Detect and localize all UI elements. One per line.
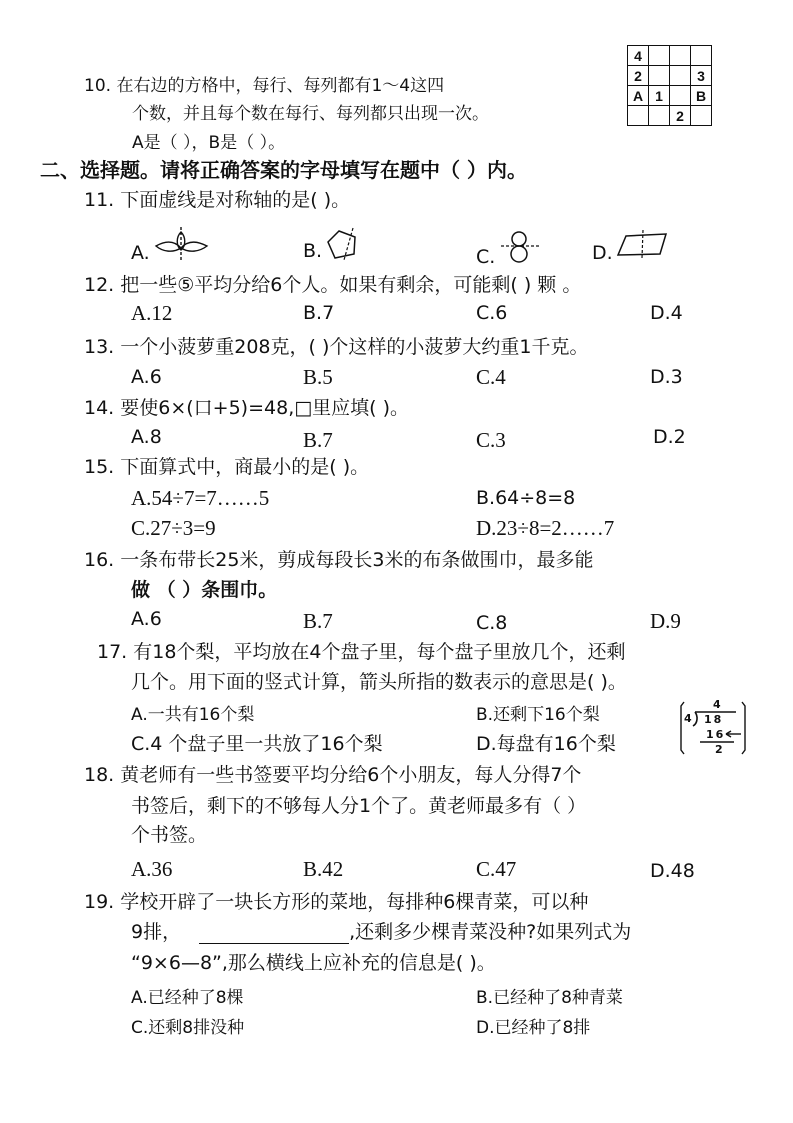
q18-option-a: A.36 xyxy=(131,857,173,881)
grid-cell: 4 xyxy=(628,46,649,66)
grid-cell xyxy=(670,66,691,86)
division-divisor: 4 xyxy=(684,712,692,725)
q10-line2: 个数，并且每个数在每行、每列都只出现一次。 xyxy=(132,104,489,124)
q13-option-d: D.3 xyxy=(650,366,683,388)
leaf-shape-icon xyxy=(150,226,212,262)
q13-option-a: A.6 xyxy=(131,366,162,388)
number-grid xyxy=(627,45,712,126)
q14-stem: 14. 要使6×(口+5)=48,□里应填( )。 xyxy=(84,397,410,419)
grid-cell xyxy=(691,106,712,126)
q17-stem: 17. 有18个梨，平均放在4个盘子里，每个盘子里放几个，还剩 xyxy=(97,641,626,663)
q19-fill-blank xyxy=(199,925,349,944)
q18-stem: 18. 黄老师有一些书签要平均分给6个小朋友，每人分得7个 xyxy=(84,764,582,786)
q10-line1: 10. 在右边的方格中，每行、每列都有1～4这四 xyxy=(84,76,445,96)
q17-option-c: C.4 个盘子里一共放了16个梨 xyxy=(131,733,383,755)
q14-option-b: B.7 xyxy=(303,428,333,452)
grid-cell: 3 xyxy=(691,66,712,86)
q16-stem: 16. 一条布带长25米，剪成每段长3米的布条做围巾，最多能 xyxy=(84,549,594,571)
q17-option-a: A.一共有16个梨 xyxy=(131,705,255,725)
grid-cell xyxy=(649,106,670,126)
grid-cell xyxy=(670,46,691,66)
q12-option-c: C.6 xyxy=(476,302,508,324)
q15-option-c: C.27÷3=9 xyxy=(131,516,216,540)
grid-cell: 2 xyxy=(628,66,649,86)
q14-option-a: A.8 xyxy=(131,426,162,448)
division-quotient: 4 xyxy=(713,698,721,711)
q15-stem: 15. 下面算式中，商最小的是( )。 xyxy=(84,456,370,478)
q17-option-d: D.每盘有16个梨 xyxy=(476,733,616,755)
grid-cell xyxy=(670,86,691,106)
q18-option-b: B.42 xyxy=(303,857,344,881)
q16-option-b: B.7 xyxy=(303,609,333,633)
parallelogram-shape-icon xyxy=(612,227,670,261)
pentagon-shape-icon xyxy=(322,226,366,262)
q16-stem-line2: 做 （ ）条围巾。 xyxy=(131,579,278,601)
q13-option-c: C.4 xyxy=(476,365,506,389)
grid-cell: 1 xyxy=(649,86,670,106)
q12-option-b: B.7 xyxy=(303,302,335,324)
q19-stem: 19. 学校开辟了一块长方形的菜地，每排种6棵青菜，可以种 xyxy=(84,891,589,913)
q16-option-c: C.8 xyxy=(476,612,508,634)
grid-cell xyxy=(691,46,712,66)
q11-option-c: C. xyxy=(476,246,496,268)
q16-option-a: A.6 xyxy=(131,608,162,630)
q18-stem-line2: 书签后，剩下的不够每人分1个了。黄老师最多有（ ） xyxy=(131,795,587,817)
grid-cell: B xyxy=(691,86,712,106)
q12-option-d: D.4 xyxy=(650,302,683,324)
grid-cell xyxy=(649,66,670,86)
q11-option-a: A. xyxy=(131,242,150,264)
q16-option-d: D.9 xyxy=(650,609,681,633)
q18-stem-line3: 个书签。 xyxy=(131,824,208,846)
grid-cell: A xyxy=(628,86,649,106)
q12-stem: 12. 把一些⑤平均分给6个人。如果有剩余，可能剩( ) 颗 。 xyxy=(84,274,582,296)
q19-option-a: A.已经种了8棵 xyxy=(131,988,244,1008)
q14-option-d: D.2 xyxy=(653,426,686,448)
q11-option-b: B. xyxy=(303,240,323,262)
q19-stem-line2 xyxy=(131,920,631,944)
division-product: 16 xyxy=(706,728,726,741)
q13-stem: 13. 一个小菠萝重208克，( )个这样的小菠萝大约重1千克。 xyxy=(84,336,589,358)
q19-option-c: C.还剩8排没种 xyxy=(131,1018,245,1038)
figure-eight-shape-icon xyxy=(497,226,543,264)
division-dividend: 18 xyxy=(704,713,724,726)
q19-stem-part2: ,还剩多少棵青菜没种?如果列式为 xyxy=(349,921,632,943)
q12-option-a: A.12 xyxy=(131,301,173,325)
division-remainder: 2 xyxy=(715,743,723,756)
q15-option-d: D.23÷8=2……7 xyxy=(476,516,615,540)
long-division-figure xyxy=(678,698,748,758)
q13-option-b: B.5 xyxy=(303,365,333,389)
q17-option-b: B.还剩下16个梨 xyxy=(476,705,600,725)
q10-line3: A是（ ），B是（ ）。 xyxy=(132,133,286,153)
q18-option-c: C.47 xyxy=(476,857,517,881)
grid-cell: 2 xyxy=(670,106,691,126)
q14-option-c: C.3 xyxy=(476,428,506,452)
q15-option-b: B.64÷8=8 xyxy=(476,487,576,509)
q18-option-d: D.48 xyxy=(650,860,695,882)
q19-stem-line3: “9×6—8”,那么横线上应补充的信息是( )。 xyxy=(131,952,496,974)
q11-option-d: D. xyxy=(592,242,613,264)
grid-cell xyxy=(649,46,670,66)
q19-stem-part1: 9排， xyxy=(131,921,182,943)
section-heading: 二、选择题。请将正确答案的字母填写在题中（ ）内。 xyxy=(40,158,527,182)
q19-option-d: D.已经种了8排 xyxy=(476,1018,591,1038)
q11-stem: 11. 下面虚线是对称轴的是( )。 xyxy=(84,189,351,211)
q15-option-a: A.54÷7=7……5 xyxy=(131,486,270,510)
q19-option-b: B.已经种了8种青菜 xyxy=(476,988,623,1008)
q17-stem-line2: 几个。用下面的竖式计算，箭头所指的数表示的意思是( )。 xyxy=(131,671,627,693)
grid-cell xyxy=(628,106,649,126)
